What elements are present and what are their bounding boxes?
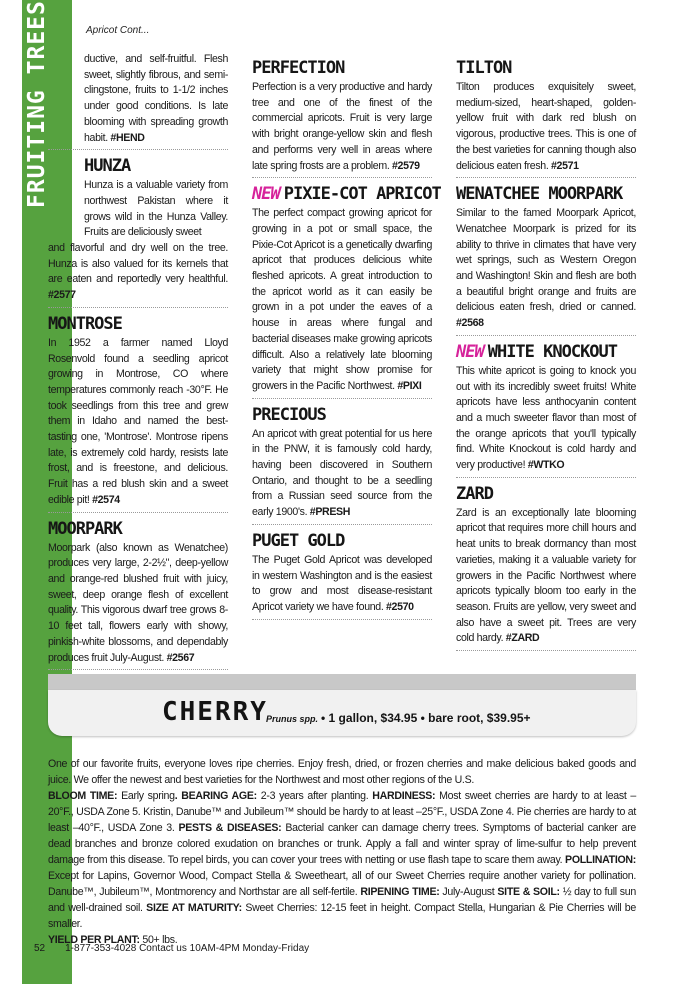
montrose-description: In 1952 a farmer named Lloyd Rosenvold found a seedling apricot growing in Montrose, CO where temperatures commonly reach -30°F. He took seedlings from this tree and grew them in Idaho and named the best-tasting one, 'Montrose'. Montrose ripens late, is extremely cold hardy, resists late frost, and is freestone, and delicious. Fruit has a red blush skin and a sweet edible pit! #2574 — [48, 336, 228, 506]
column-2 — [252, 58, 441, 626]
contact-info: 1-877-353-4028 Contact us 10AM-4PM Monday-Friday — [65, 943, 310, 954]
page-number: 52 — [34, 943, 46, 954]
moorpark-description: Moorpark (also known as Wenatchee) produces very large, 2-2½", deep-yellow and orange-red blushed fruit with juicy, sweet, deep orange flesh of excellent quality. This vigorous dwarf tree grows 8-10 feet tall, flowers early with showy, pinkish-white blossoms, and dependably produces fruit July-August. #2567 — [48, 541, 228, 664]
cherry-intro: One of our favorite fruits, everyone loves ripe cherries. Enjoy fresh, dried, or frozen cherries and make delicious baked goods and juice. We offer the newest and best varieties for the Northwest and most other regions of the U.S. — [48, 758, 636, 786]
running-head: Apricot Cont... — [86, 25, 150, 36]
entry-wenatchee-moorpark — [456, 184, 636, 336]
wenatchee-moorpark-code: #2568 — [456, 317, 484, 330]
entry-moorpark — [48, 519, 228, 671]
cherry-body — [48, 756, 636, 948]
hunza-code: #2577 — [48, 289, 76, 302]
precious-code: #PRESH — [309, 506, 351, 519]
zard-name: ZARD — [456, 483, 493, 504]
moorpark-name: MOORPARK — [48, 518, 122, 539]
puget-gold-description: The Puget Gold Apricot was developed in western Washington and is the easiest to grow and most disease-resistant Apricot variety we have found. #2570 — [252, 553, 432, 613]
montrose-code: #2574 — [92, 493, 120, 506]
entry-hend — [48, 52, 228, 150]
entry-montrose — [48, 314, 228, 513]
hardiness-label: HARDINESS: — [372, 790, 436, 802]
white-knockout-heading — [456, 342, 636, 362]
hunza-description-b: and flavorful and dry well on the tree. Hunza is also valued for its kernels that are eaten and reportedly very healthful. #2577 — [48, 242, 228, 302]
bloom-time-label: BLOOM TIME: — [48, 790, 118, 802]
hend-description: ductive, and self-fruitful. Flesh sweet, slightly fibrous, and semi-clingstone, fruits to 1-1/2 inches under good conditions. Is late blooming with spreading growth habit. #HEND — [84, 53, 228, 144]
entry-white-knockout — [456, 342, 636, 478]
cherry-details: BLOOM TIME: Early spring. BEARING AGE: 2-3 years after planting. HARDINESS: Most sweet cherries are hardy to at least –20°F., USDA Zone 5. Kristin, Danube™ and Jubileum™ should be hardy to at least –25°F., USDA Zone 4. Pie cherries are hardy to at least –40°F., USDA Zone 3. PESTS & DISEASES: Bacterial canker can damage cherry trees. Symptoms of bacterial canker are dead branches and bronze colored exudation on branches or trunk. Apply a fall and winter spray of lime-sulfur to help prevent damage from this disease. To repel birds, you can cover your trees with netting or use flash tape to scare them away. POLLINATION: Except for Lapins, Governor Wood, Compact Stella & Sweetheart, all of our Sweet Cherries require another variety for pollination. Danube™, Jubileum™, Montmorency and Northstar are all self-fertile. RIPENING TIME: July-August SITE & SOIL: ½ day to full sun and well-drained soil. SIZE AT MATURITY: Sweet Cherries: 12-15 feet in height. Compact Stella, Hungarian & Pie Cherries will be smaller. — [48, 790, 637, 930]
yield-label: YIELD PER PLANT: — [48, 934, 140, 946]
wenatchee-moorpark-description: Similar to the famed Moorpark Apricot, Wenatchee Moorpark is prized for its ability to thrive in climates that have very wet springs, such as Western Oregon and Washington! Skin and flesh are both a beautiful bright orange and fruits are delicious eaten fresh, dried or canned. #2568 — [456, 207, 636, 330]
hend-code: #HEND — [110, 131, 145, 144]
perfection-name: PERFECTION — [252, 58, 345, 78]
moorpark-code: #2567 — [166, 651, 195, 664]
tilton-description: Tilton produces exquisitely sweet, medium-sized, heart-shaped, golden-yellow fruit with dark red blush on vigorous, productive trees. This is one of the best varieties for canning though also delicious eaten fresh. #2571 — [456, 81, 636, 172]
column-1 — [48, 52, 228, 676]
zard-description: Zard is an exceptionally late blooming apricot that requires more chill hours and heat units to break dormancy than most varieties, making it a valuable variety for growers in the Pacific Northwest where apricots typically bloom too early in the season. Fruits are yellow, very sweet and also have a sweet pit. Trees are very cold hardy. #ZARD — [456, 506, 636, 645]
cherry-yield: YIELD PER PLANT: 50+ lbs. — [48, 934, 178, 946]
zard-code: #ZARD — [505, 632, 540, 645]
pollination-label: POLLINATION: — [565, 854, 636, 866]
cherry-meta — [266, 711, 531, 725]
new-badge: NEW — [456, 341, 484, 362]
puget-gold-name: PUGET GOLD — [252, 530, 345, 551]
white-knockout-name: WHITE KNOCKOUT — [487, 341, 618, 362]
cherry-prices: • 1 gallon, $34.95 • bare root, $39.95+ — [321, 711, 531, 725]
wenatchee-moorpark-name: WENATCHEE MOORPARK — [456, 184, 623, 205]
bearing-age-label: . BEARING AGE: — [174, 790, 257, 802]
entry-zard — [456, 484, 636, 651]
hunza-name: HUNZA — [84, 156, 131, 177]
entry-tilton — [456, 58, 636, 178]
site-soil-label: SITE & SOIL: — [497, 886, 560, 898]
tilton-code: #2571 — [551, 159, 579, 172]
entry-precious — [252, 405, 432, 525]
tilton-name: TILTON — [456, 58, 512, 78]
new-badge: NEW — [252, 184, 280, 205]
cherry-latin-name: Prunus spp. — [266, 714, 319, 724]
pixie-cot-code: #PIXI — [397, 379, 422, 392]
pixie-cot-description: The perfect compact growing apricot for growing in a pot or small space, the Pixie-Cot Apricot is a genetically dwarfing apricot that produces delicious white fleshed apricots. A great introduction to the apricot world as it can easily be grown in a pot under the eaves of a house in areas where fungal and bacterial diseases make growing apricots difficult. Also a relatively late blooming variety that might show promise for growers in the Pacific Northwest. #PIXI — [252, 207, 432, 392]
size-label: SIZE AT MATURITY: — [146, 902, 242, 914]
entry-perfection — [252, 58, 432, 178]
entry-pixie-cot — [252, 184, 441, 398]
perfection-code: #2579 — [392, 159, 420, 172]
column-3 — [456, 58, 636, 657]
pixie-cot-heading — [252, 184, 441, 205]
white-knockout-code: #WTKO — [527, 459, 565, 472]
cherry-title: CHERRY — [162, 697, 268, 727]
white-knockout-description: This white apricot is going to knock you out with its incredibly sweet fruits! White apricots have less anthocyanin content and a much sweeter flavor than most of the orange apricots that you'll typically find. White Knockout is cold hardy and very productive! #WTKO — [456, 364, 636, 472]
montrose-name: MONTROSE — [48, 313, 122, 334]
perfection-description: Perfection is a very productive and hardy tree and one of the finest of the commercial apricots. Fruit is very large with bright orange-yellow skin and flesh and performs very well in areas where late spring frosts are a problem. #2579 — [252, 81, 432, 172]
entry-puget-gold — [252, 531, 432, 620]
puget-gold-code: #2570 — [386, 600, 414, 613]
precious-description: An apricot with great potential for us here in the PNW, it is famously cold hardy, having been discovered in Southern Ontario, and thought to be a seedling from a Russian seed source from the early 1900's. #PRESH — [252, 427, 432, 519]
hunza-description-a: Hunza is a valuable variety from northwest Pakistan where it grows wild in the Hunza Valley. Fruits are deliciously sweet — [84, 179, 228, 239]
section-tab-label: FRUITING TREES — [24, 0, 50, 208]
entry-hunza — [48, 156, 228, 308]
pests-label: PESTS & DISEASES: — [178, 822, 282, 834]
footer — [34, 943, 309, 954]
ripening-label: RIPENING TIME: — [360, 886, 440, 898]
cherry-band — [48, 674, 636, 690]
precious-name: PRECIOUS — [252, 404, 326, 425]
pixie-cot-name: PIXIE-COT APRICOT — [283, 184, 441, 205]
